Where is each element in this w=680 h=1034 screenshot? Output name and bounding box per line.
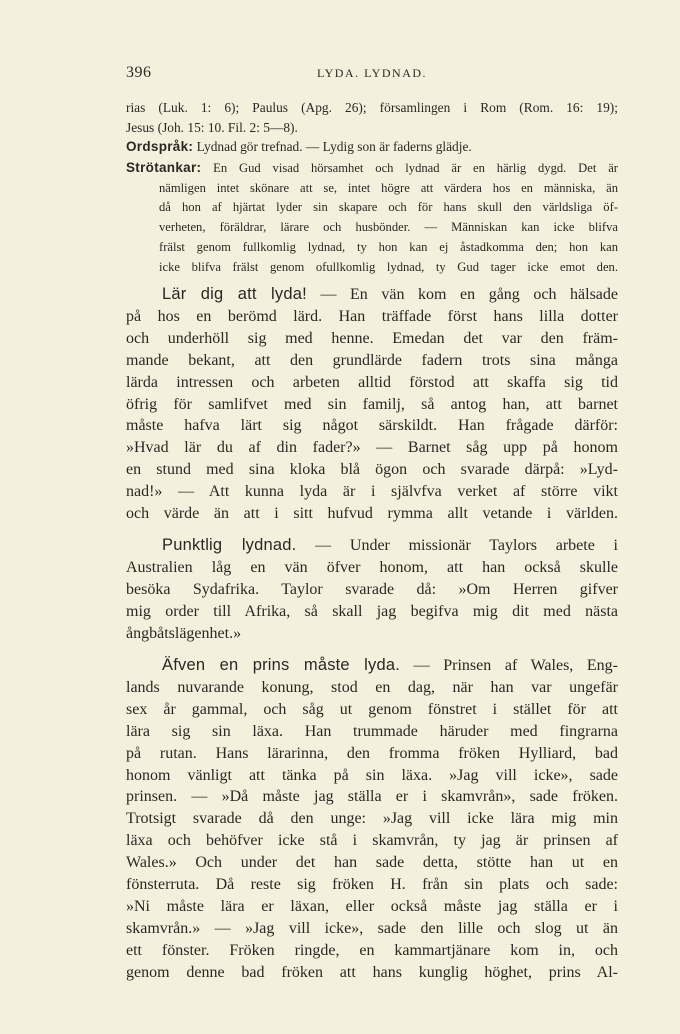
text-line: lärda intressen och arbeten alltid förstod att skaffa sig tid [126,373,618,391]
section-first-line: — Under missionär Taylors arbete i [315,537,618,554]
text-line: ett fönster. Fröken ringde, en kammartjänare kom in, och [126,941,618,959]
section-first-line: — En vän kom en gång och hälsade [320,286,618,303]
text-line: ångbåtslägenhet.» [126,624,242,642]
text-line: och värde än att i sitt hufvud rymma allt vetande i världen. [126,505,618,523]
text-line: sex år gammal, och såg ut genom fönstret i stället för att [126,700,618,718]
strotankar-line-1: En Gud visad hörsamhet och lydnad är en härlig dygd. Det är [213,161,618,175]
text-line: Trotsigt svarade då den unge: »Jag vill icke lära mig min [126,810,618,828]
text-line: en stund med sina kloka blå ögon och svarade därpå: »Lyd- [126,461,618,479]
section-heading: Lär dig att lyda! [162,285,307,303]
text-line: »Ni måste lära er läxan, eller också måste jag ställa er i [126,897,618,915]
text-line: på hos en berömd lärd. Han träffade först hans lilla dotter [126,307,618,325]
text-line: måste hafva lärt sig något särskildt. Han frågade därför: [126,417,618,435]
section-afven-en-prins [126,655,618,984]
text-line: honom vänligt att tänka på sin läxa. »Jag vill icke», sade [126,766,618,784]
text-line: Wales.» Och under det han sade detta, stötte han ut en [126,854,618,872]
text-line: mig order till Afrika, så skall jag begifva mig dit med nästa [126,602,618,620]
text-line: och underhöll sig med henne. Emedan det var den främ- [126,329,618,347]
section-punktlig-lydnad [126,535,618,645]
text-line: skamvrån.» — »Jag vill icke», sade den lille och slog ut än [126,919,618,937]
text-line: mande bekant, att den grundlärde fadern trots sina många [126,351,618,369]
ordsprak-block [126,137,618,157]
section-heading: Äfven en prins måste lyda. [162,656,401,674]
strotankar-line-6: icke blifva frälst genom ofullkomlig lydnad, ty Gud tager icke emot den. [159,259,618,274]
reference-line-1: rias (Luk. 1: 6); Paulus (Apg. 26); församlingen i Rom (Rom. 16: 19); [126,100,618,115]
text-line: genom denne bad fröken att hans kunglig höghet, prins Al- [126,963,618,981]
text-line: lära sig sin läxa. Han trummade häruder med fingrarna [126,722,618,740]
running-head: LYDA. LYDNAD. [316,66,428,80]
text-line: prinsen. — »Då måste jag ställa er i skamvrån», sade fröken. [126,788,618,806]
reference-line-2: Jesus (Joh. 15: 10. Fil. 2: 5—8). [126,119,298,135]
text-line: öfrig för samlifvet med sin familj, så antog han, att barnet [126,395,618,413]
strotankar-line-2: nämligen intet skönare att se, intet högre att värdera hos en människa, än [159,180,618,195]
page-number: 396 [126,64,152,81]
strotankar-label: Strötankar: [126,160,202,175]
text-line: nad!» — Att kunna lyda är i självfva verket af större vikt [126,483,618,501]
ordsprak-text: Lydnad gör trefnad. — Lydig son är faderns glädje. [196,139,472,154]
strotankar-block [126,158,618,277]
text-line: »Hvad lär du af din fader?» — Barnet såg upp på honom [126,439,618,457]
text-line: besöka Sydafrika. Taylor svarade då: »Om Herren gifver [126,580,618,598]
reference-continuation [126,98,618,137]
section-first-line: — Prinsen af Wales, Eng- [413,657,619,674]
text-line: Australien låg en vän öfver honom, att han också skulle [126,558,618,576]
text-line: på rutan. Hans lärarinna, den fromma fröken Hylliard, bad [126,744,618,762]
page-header [126,64,618,86]
text-line: läxa och behöfver icke stå i skamvrån, ty jag är prinsen af [126,832,618,850]
strotankar-line-3: då hon af hjärtat lyder sin skapare och för hans skull den världsliga öf- [159,200,618,215]
strotankar-line-4: verheten, föräldrar, lärare och husbönder. — Människan kan icke blifva [159,220,618,235]
section-heading: Punktlig lydnad. [162,536,297,554]
text-line: fönsterruta. Då reste sig fröken H. från sin plats och sade: [126,876,618,894]
ordsprak-label: Ordspråk: [126,139,194,154]
strotankar-line-5: frälst genom fullkomlig lydnad, ty hon kan ej åstadkomma den; hon kan [159,239,618,254]
section-lar-dig-att-lyda [126,284,618,525]
text-line: lands nuvarande konung, stod en dag, när han var ungefär [126,678,618,696]
